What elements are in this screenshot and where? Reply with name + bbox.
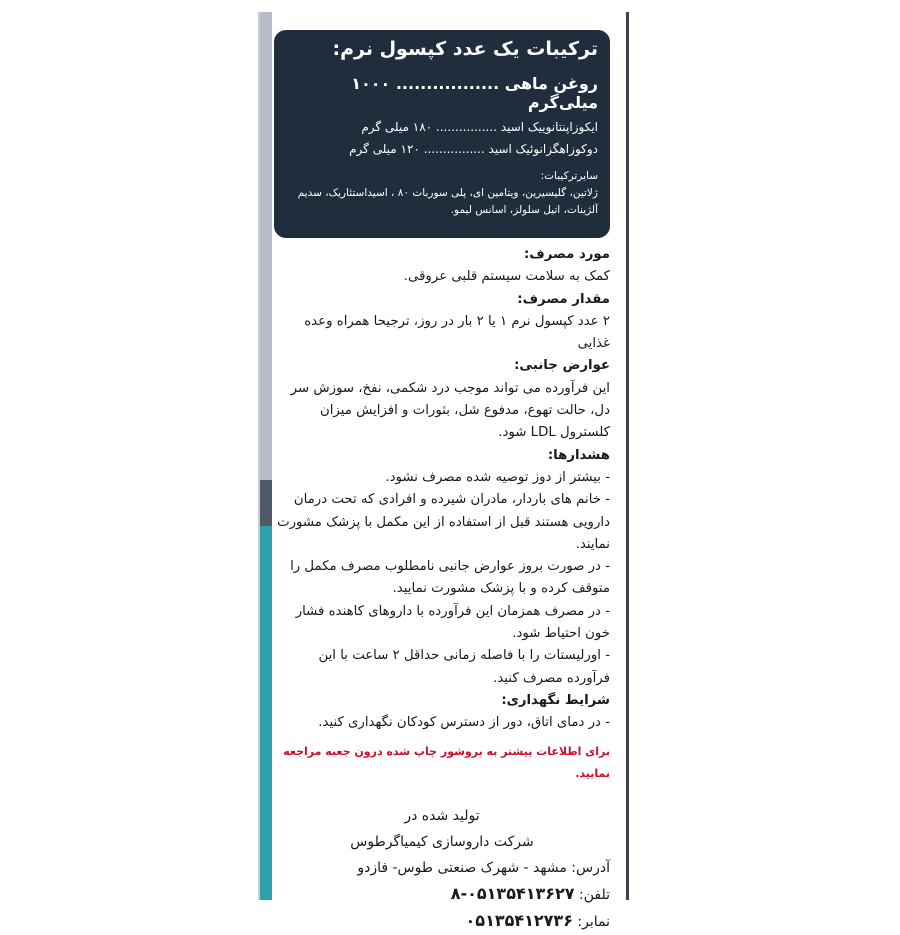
company-name: شرکت داروسازی کیمیاگرطوس <box>350 834 534 851</box>
storage-title: شرایط نگهداری: <box>501 692 610 708</box>
tel-row <box>274 881 610 908</box>
label-content <box>274 30 610 935</box>
fax-label: نمابر: <box>577 914 610 931</box>
dark-stripe <box>260 480 272 526</box>
dha-line: دوکوزاهگزانوئیک اسید ................ ۱۲۰ میلی گرم <box>349 142 598 156</box>
dose-title: مقدار مصرف: <box>517 291 610 307</box>
dose-text: ۲ عدد کپسول نرم ۱ یا ۲ بار در روز، ترجیحا همراه وعده غذایی <box>304 313 610 352</box>
ingredients-title: ترکیبات یک عدد کپسول نرم: <box>332 38 598 60</box>
address: آدرس: مشهد - شهرک صنعتی طوس- فازدو <box>357 860 610 877</box>
warnings-title: هشدارها: <box>547 447 610 463</box>
usage-text: کمک به سلامت سیستم قلبی عروقی. <box>403 269 610 285</box>
manufacturer-info <box>274 803 610 935</box>
made-in: تولید شده در <box>404 808 480 825</box>
fax-number: ۰۵۱۳۵۴۱۲۷۳۶ <box>465 911 573 931</box>
fish-oil-line: روغن ماهی ................. ۱۰۰۰ میلی‌گرم <box>351 74 598 112</box>
epa-line: ایکوزاپنتانوییک اسید ................ ۱۸۰ میلی گرم <box>361 120 598 134</box>
label-body <box>274 244 610 785</box>
other-ingredients-title: سایرترکیبات: <box>540 170 598 182</box>
brochure-notice: برای اطلاعات بیشتر به بروشور چاپ شده درون جعبه مراجعه نمایید. <box>283 744 610 780</box>
ingredients-box <box>274 30 610 238</box>
warning-item: - بیشتر از دوز توصیه شده مصرف نشود. <box>385 469 610 485</box>
warning-item: - خانم های باردار، مادران شیرده و افرادی که تحت درمان دارویی هستند قبل از استفاده از این مکمل با پزشک مشورت نمایند. <box>277 492 610 552</box>
usage-title: مورد مصرف: <box>523 247 610 262</box>
other-ingredients-text: ژلاتین، گلیسیرین، ویتامین ای، پلی سوربات ۸۰ ، اسیداستئاریک، سدیم آلژینات، اتیل سلولز، اسانس لیمو. <box>297 187 598 216</box>
side-effects-title: عوارض جانبی: <box>514 358 610 374</box>
teal-stripe <box>260 480 272 900</box>
warning-item: - اورلیستات را با فاصله زمانی حداقل ۲ ساعت با این فرآورده مصرف کنید. <box>318 648 610 686</box>
tel-label: تلفن: <box>579 887 610 904</box>
fax-row <box>274 908 610 935</box>
storage-text: - در دمای اتاق، دور از دسترس کودکان نگهداری کنید. <box>318 715 610 731</box>
tel-number: ۰۵۱۳۵۴۱۳۶۲۷-۸ <box>450 884 575 904</box>
warning-item: - در صورت بروز عوارض جانبی نامطلوب مصرف مکمل را متوقف کرده و با پزشک مشورت نمایید. <box>290 559 610 597</box>
other-ingredients <box>286 168 598 219</box>
side-effects-text: این فرآورده می تواند موجب درد شکمی، نفخ، سوزش سر دل، حالت تهوع، مدفوع شل، بثورات و افزایش میزان کلسترول LDL شود. <box>290 380 610 441</box>
warning-item: - در مصرف همزمان این فرآورده با داروهای کاهنده فشار خون احتیاط شود. <box>295 603 610 642</box>
grey-stripe <box>260 12 272 480</box>
panel-edge <box>626 12 629 900</box>
